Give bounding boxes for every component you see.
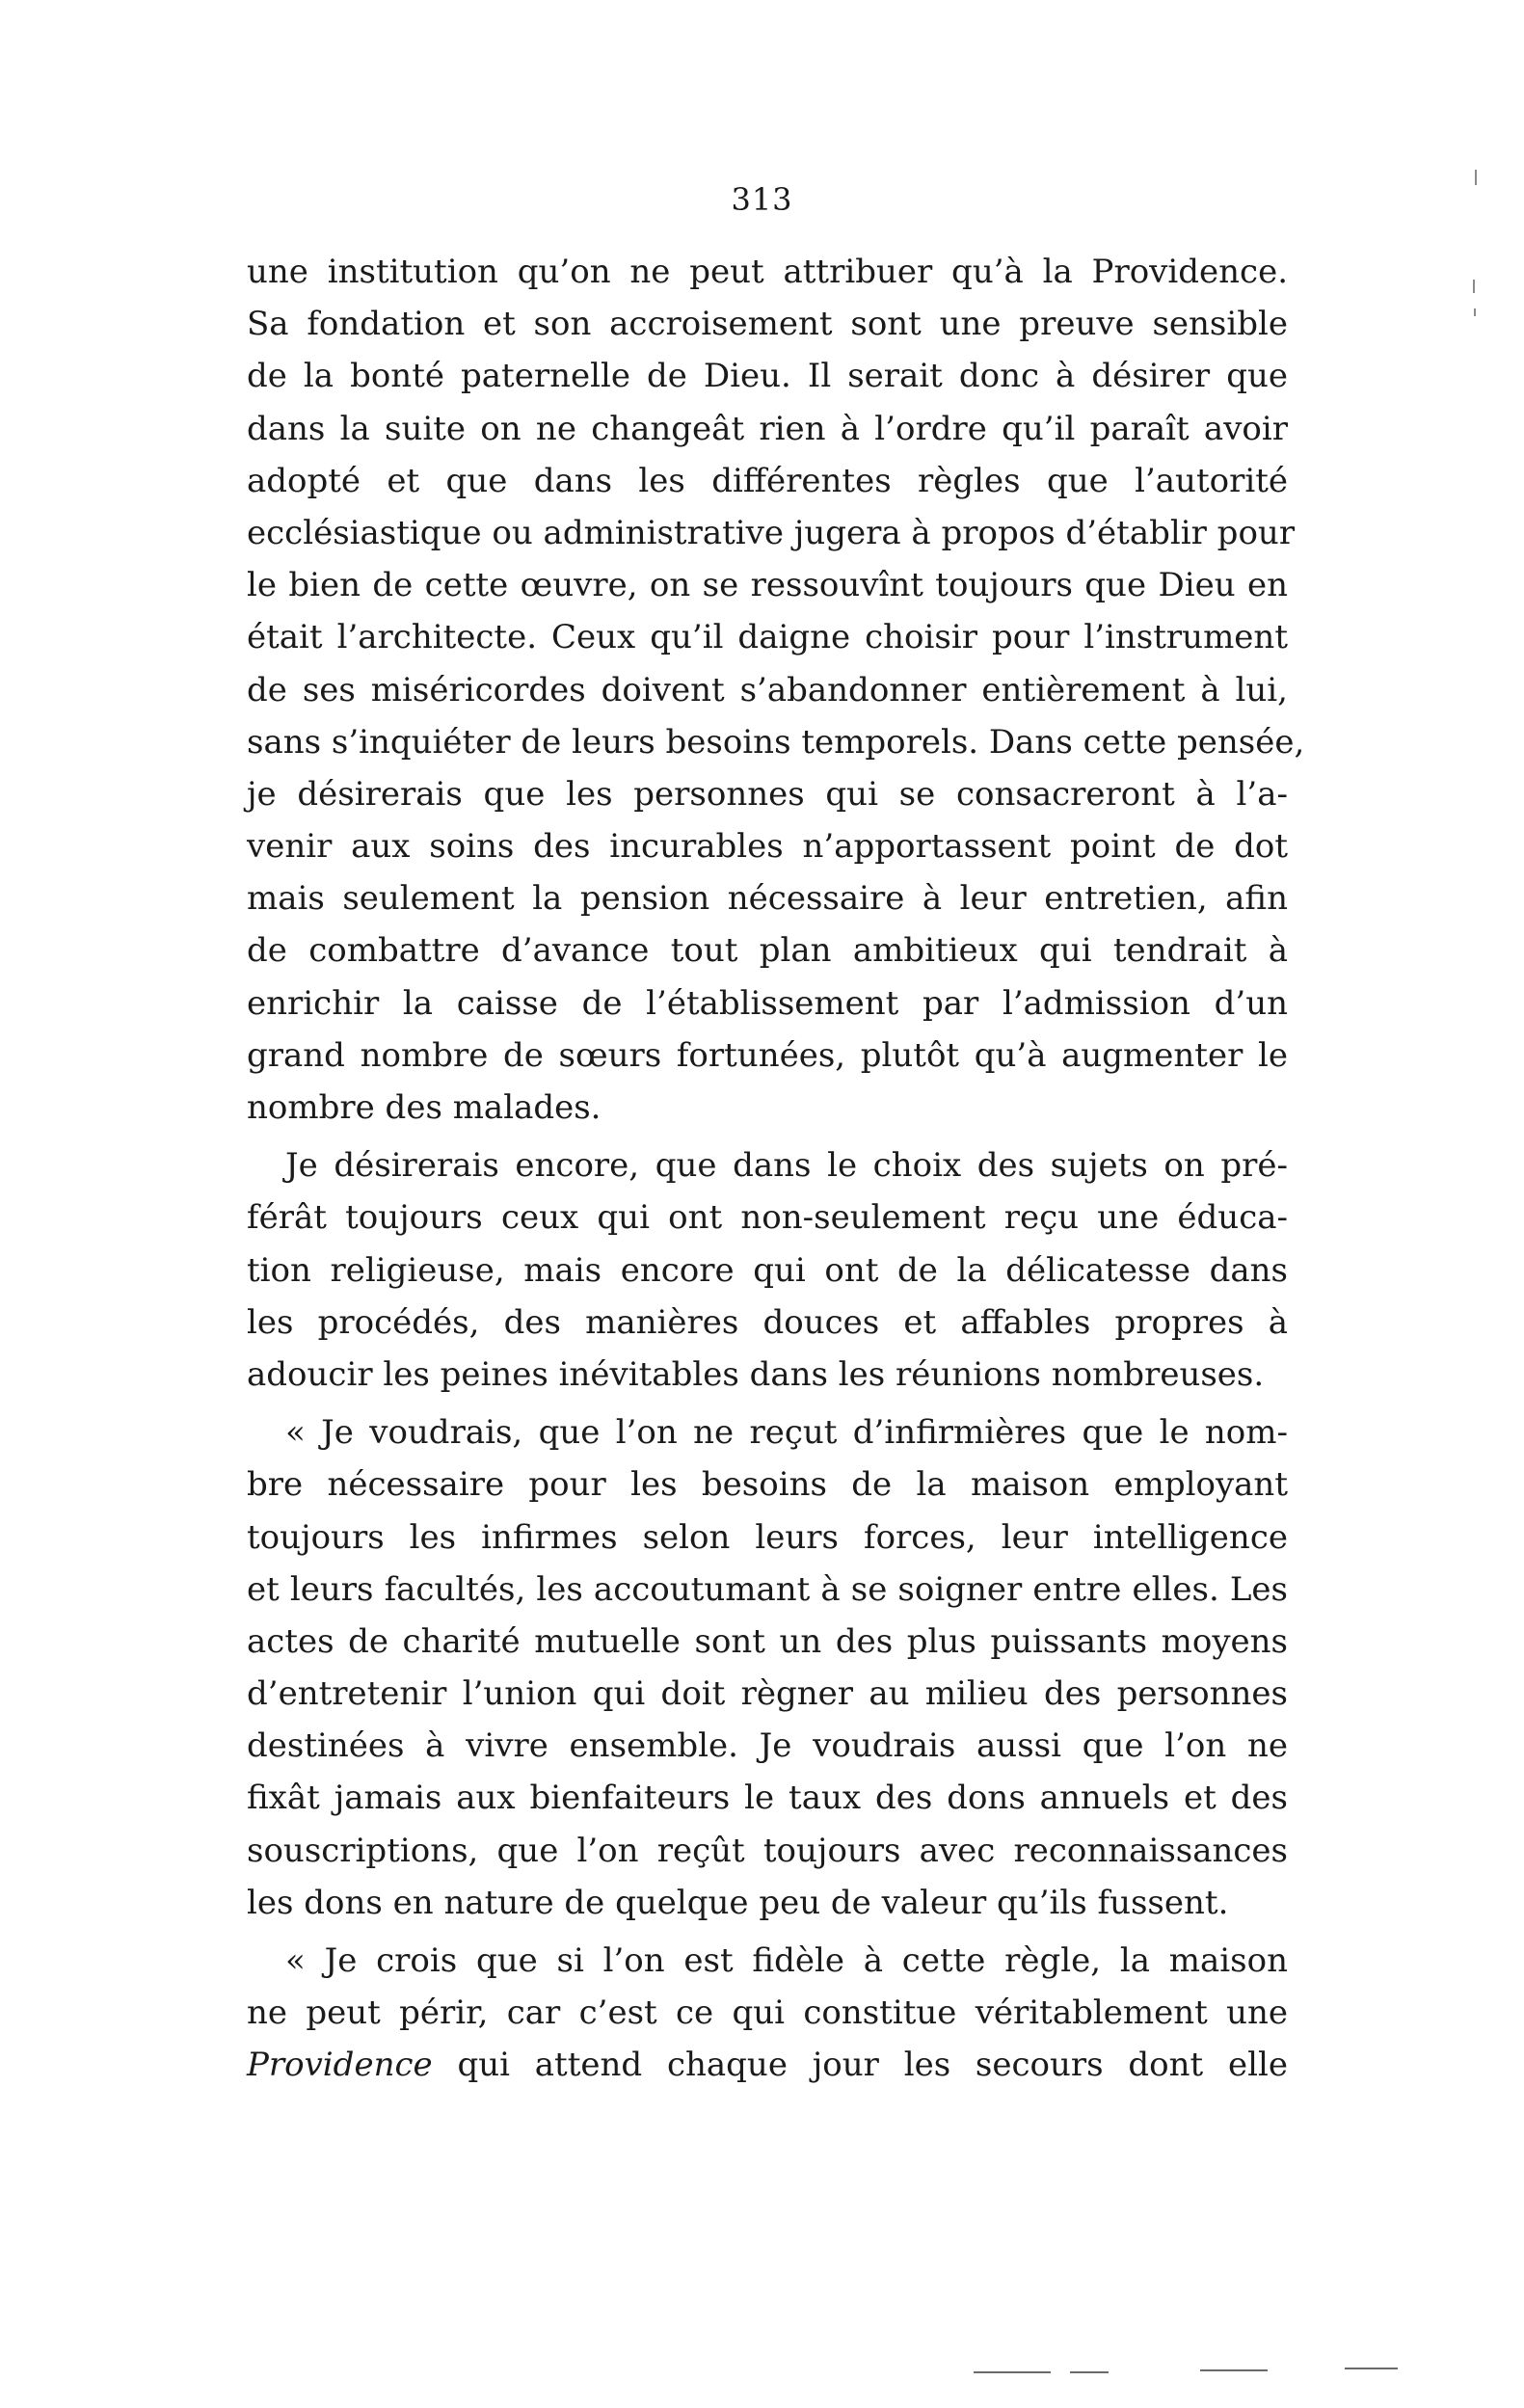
scan-artifact <box>974 2371 1051 2373</box>
text-line: venir aux soins des incurables n’apportassent point de dot <box>247 827 1288 867</box>
text-line: grand nombre de sœurs fortunées, plutôt qu’à augmenter le <box>247 1035 1288 1075</box>
body-text <box>247 246 1305 2092</box>
text-line: adoucir les peines inévitables dans les réunions nombreuses. <box>247 1354 1265 1394</box>
text-line: actes de charité mutuelle sont un des plus puissants moyens <box>247 1621 1288 1661</box>
text-line: férât toujours ceux qui ont non-seulement reçu une éduca- <box>247 1198 1288 1238</box>
text-line: sans s’inquiéter de leurs besoins temporels. Dans cette pensée, <box>247 722 1305 762</box>
text-line: d’entretenir l’union qui doit règner au milieu des personnes <box>247 1674 1288 1714</box>
text-line <box>247 2039 1288 2091</box>
scan-artifact <box>1473 280 1475 293</box>
paragraph <box>247 1406 1288 1929</box>
scan-artifact <box>1070 2371 1109 2373</box>
text-line: de la bonté paternelle de Dieu. Il serait donc à désirer que <box>247 357 1288 396</box>
text-line: adopté et que dans les différentes règles que l’autorité <box>247 461 1288 500</box>
text-line: le bien de cette œuvre, on se ressouvînt toujours que Dieu en <box>247 566 1288 605</box>
text-line: de combattre d’avance tout plan ambitieux qui tendrait à <box>247 931 1288 971</box>
text-line: destinées à vivre ensemble. Je voudrais aussi que l’on ne <box>247 1726 1288 1766</box>
paragraph <box>247 1139 1288 1401</box>
paragraph <box>247 246 1305 1134</box>
text-line: nombre des malades. <box>247 1088 602 1127</box>
scan-artifact <box>1475 170 1477 185</box>
scan-artifact <box>1345 2368 1398 2369</box>
text-line: les dons en nature de quelque peu de valeur qu’ils fussent. <box>247 1883 1229 1922</box>
text-line: ecclésiastique ou administrative jugera à propos d’établir pour <box>247 513 1296 552</box>
text-line: une institution qu’on ne peut attribuer qu’à la Providence. <box>247 253 1288 291</box>
text-line: mais seulement la pension nécessaire à leur entretien, afin <box>247 879 1288 919</box>
paragraph <box>247 1935 1288 2092</box>
text-line: bre nécessaire pour les besoins de la maison employant <box>247 1465 1288 1505</box>
text-line: Sa fondation et son accroisement sont une preuve sensible <box>247 305 1288 344</box>
text-line-rest: qui attend chaque jour les secours dont elle <box>457 2046 1288 2085</box>
page-number: 313 <box>731 181 793 218</box>
scan-artifact <box>1200 2369 1268 2371</box>
text-line: et leurs facultés, les accoutumant à se soigner entre elles. Les <box>247 1569 1288 1609</box>
italic-word: Providence <box>247 2046 433 2085</box>
text-line: toujours les infirmes selon leurs forces, leur intelligence <box>247 1517 1288 1557</box>
text-line: Je désirerais encore, que dans le choix des sujets on pré- <box>285 1146 1288 1186</box>
text-line: dans la suite on ne changeât rien à l’ordre qu’il paraît avoir <box>247 409 1288 448</box>
text-line: « Je crois que si l’on est fidèle à cette règle, la maison <box>285 1941 1288 1980</box>
text-line: de ses miséricordes doivent s’abandonner entièrement à lui, <box>247 670 1288 709</box>
text-line: ne peut périr, car c’est ce qui constitue véritablement une <box>247 1993 1288 2033</box>
scan-artifact <box>1474 308 1476 316</box>
text-line: les procédés, des manières douces et affables propres à <box>247 1302 1288 1342</box>
text-line: « Je voudrais, que l’on ne reçut d’infirmières que le nom- <box>285 1413 1288 1453</box>
text-line: tion religieuse, mais encore qui ont de la délicatesse dans <box>247 1250 1288 1290</box>
text-line: je désirerais que les personnes qui se consacreront à l’a- <box>247 774 1288 814</box>
text-line: fixât jamais aux bienfaiteurs le taux des dons annuels et des <box>247 1779 1288 1818</box>
text-line: était l’architecte. Ceux qu’il daigne choisir pour l’instrument <box>247 618 1288 657</box>
text-line: enrichir la caisse de l’établissement par l’admission d’un <box>247 983 1288 1023</box>
text-line: souscriptions, que l’on reçût toujours avec reconnaissances <box>247 1831 1288 1870</box>
